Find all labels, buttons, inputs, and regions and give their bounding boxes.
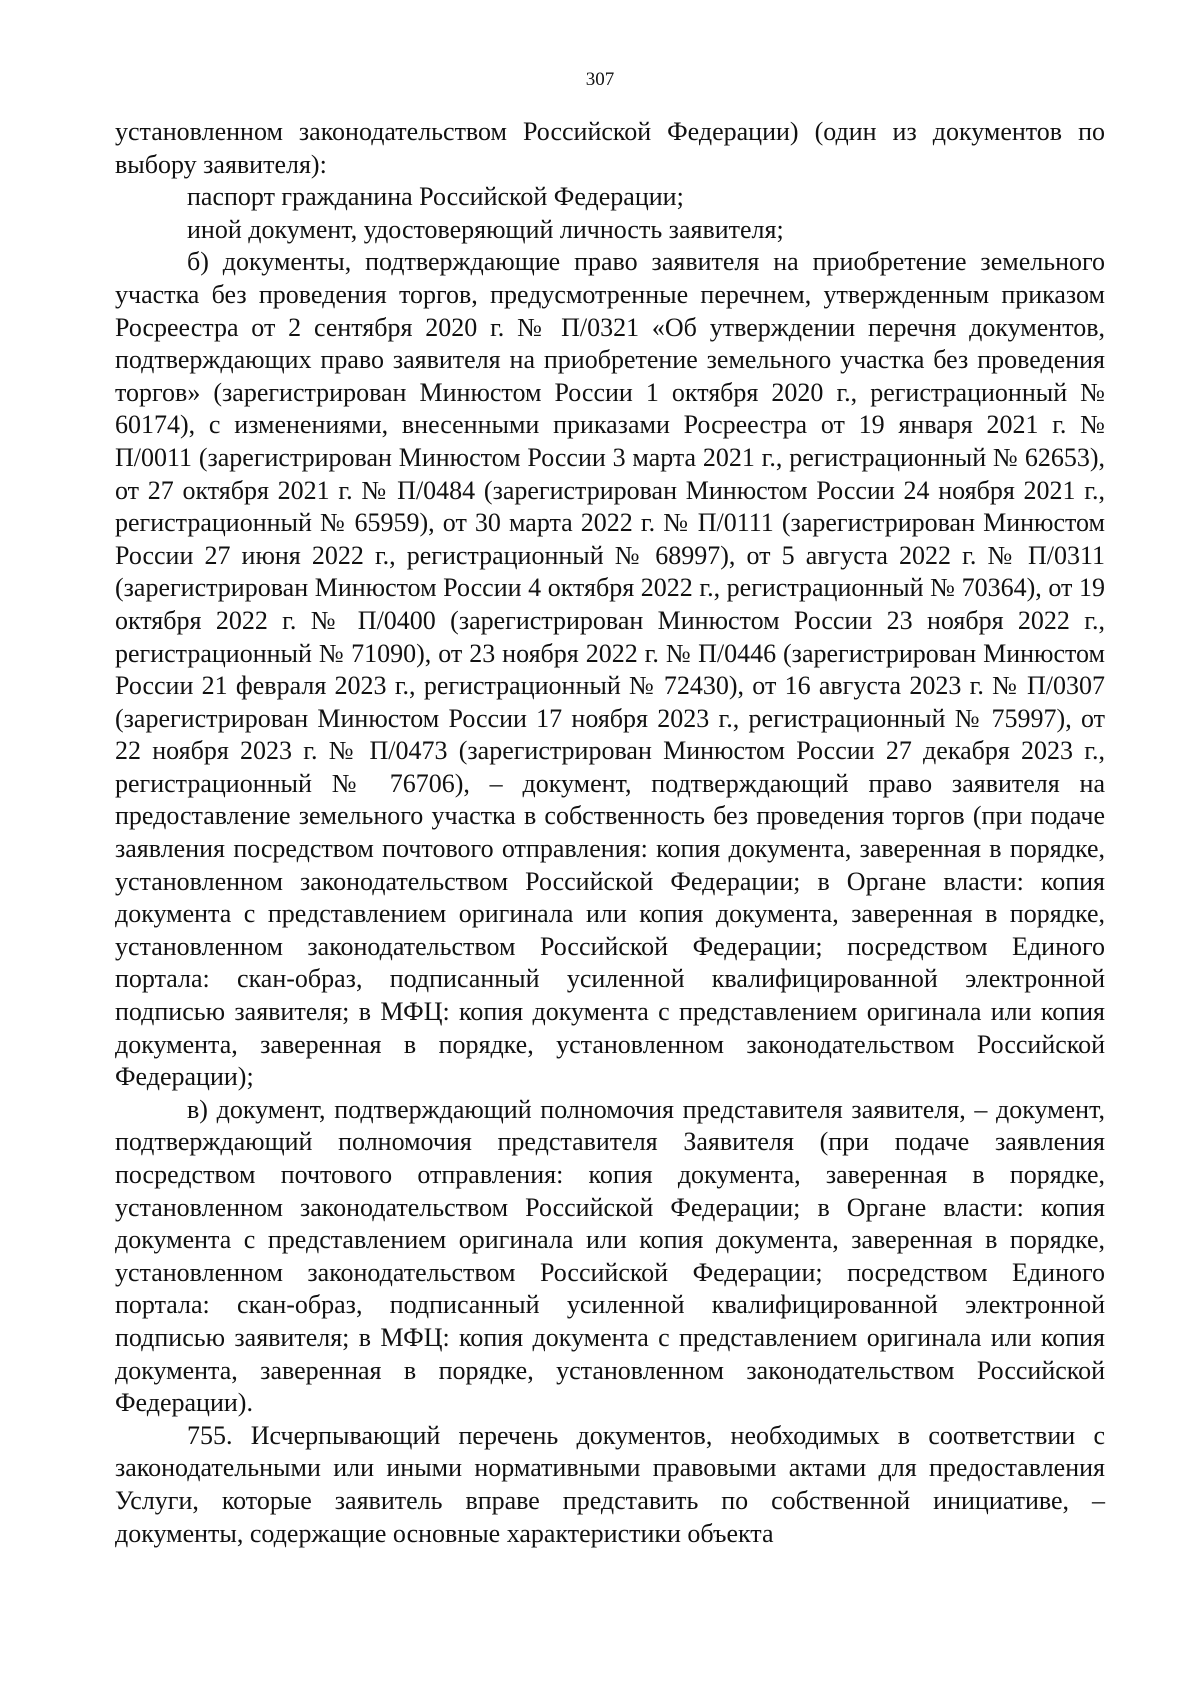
paragraph-item-v: в) документ, подтверждающий полномочия представителя заявителя, – документ, подтверждающий полномочия представителя Заявителя (при подаче заявления посредством почтового отправления: копия документа, заверенная в порядке, установленном законодательством Российской Федерации; в Органе власти: копия документа с представлением оригинала или копия документа, заверенная в порядке, установленном законодательством Российской Федерации; посредством Единого портала: скан-образ, подписанный усиленной квалифицированной электронной подписью заявителя; в МФЦ: копия документа с представлением оригинала или копия документа, заверенная в порядке, установленном законодательством Российской Федерации). [115, 1094, 1105, 1418]
paragraph-passport: паспорт гражданина Российской Федерации; [187, 182, 684, 212]
paragraph-other-id: иной документ, удостоверяющий личность заявителя; [187, 214, 784, 244]
document-body [115, 116, 1105, 1550]
page-number: 307 [585, 69, 615, 90]
paragraph-755: 755. Исчерпывающий перечень документов, необходимых в соответствии с законодательными или иными нормативными правовыми актами для предоставления Услуги, которые заявитель вправе представить по собственной инициативе, – документы, содержащие основные характеристики объекта [115, 1420, 1105, 1548]
paragraph-item-b: б) документы, подтверждающие право заявителя на приобретение земельного участка без проведения торгов, предусмотренные перечнем, утвержденным приказом Росреестра от 2 сентября 2020 г. № П/0321 «Об утверждении перечня документов, подтверждающих право заявителя на приобретение земельного участка без проведения торгов» (зарегистрирован Минюстом России 1 октября 2020 г., регистрационный № 60174), с изменениями, внесенными приказами Росреестра от 19 января 2021 г. № П/0011 (зарегистрирован Минюстом России 3 марта 2021 г., регистрационный № 62653), от 27 октября 2021 г. № П/0484 (зарегистрирован Минюстом России 24 ноября 2021 г., регистрационный № 65959), от 30 марта 2022 г. № П/0111 (зарегистрирован Минюстом России 27 июня 2022 г., регистрационный № 68997), от 5 августа 2022 г. № П/0311 (зарегистрирован Минюстом России 4 октября 2022 г., регистрационный № 70364), от 19 октября 2022 г. № П/0400 (зарегистрирован Минюстом России 23 ноября 2022 г., регистрационный № 71090), от 23 ноября 2022 г. № П/0446 (зарегистрирован Минюстом России 21 февраля 2023 г., регистрационный № 72430), от 16 августа 2023 г. № П/0307 (зарегистрирован Минюстом России 17 ноября 2023 г., регистрационный № 75997), от 22 ноября 2023 г. № П/0473 (зарегистрирован Минюстом России 27 декабря 2023 г., регистрационный № 76706), – документ, подтверждающий право заявителя на предоставление земельного участка в собственность без проведения торгов (при подаче заявления посредством почтового отправления: копия документа, заверенная в порядке, установленном законодательством Российской Федерации; в Органе власти: копия документа с представлением оригинала или копия документа, заверенная в порядке, установленном законодательством Российской Федерации; посредством Единого портала: скан-образ, подписанный усиленной квалифицированной электронной подписью заявителя; в МФЦ: копия документа с представлением оригинала или копия документа, заверенная в порядке, установленном законодательством Российской Федерации); [115, 247, 1105, 1092]
paragraph-continuation: установленном законодательством Российской Федерации) (один из документов по выбору заявителя): [115, 117, 1105, 179]
